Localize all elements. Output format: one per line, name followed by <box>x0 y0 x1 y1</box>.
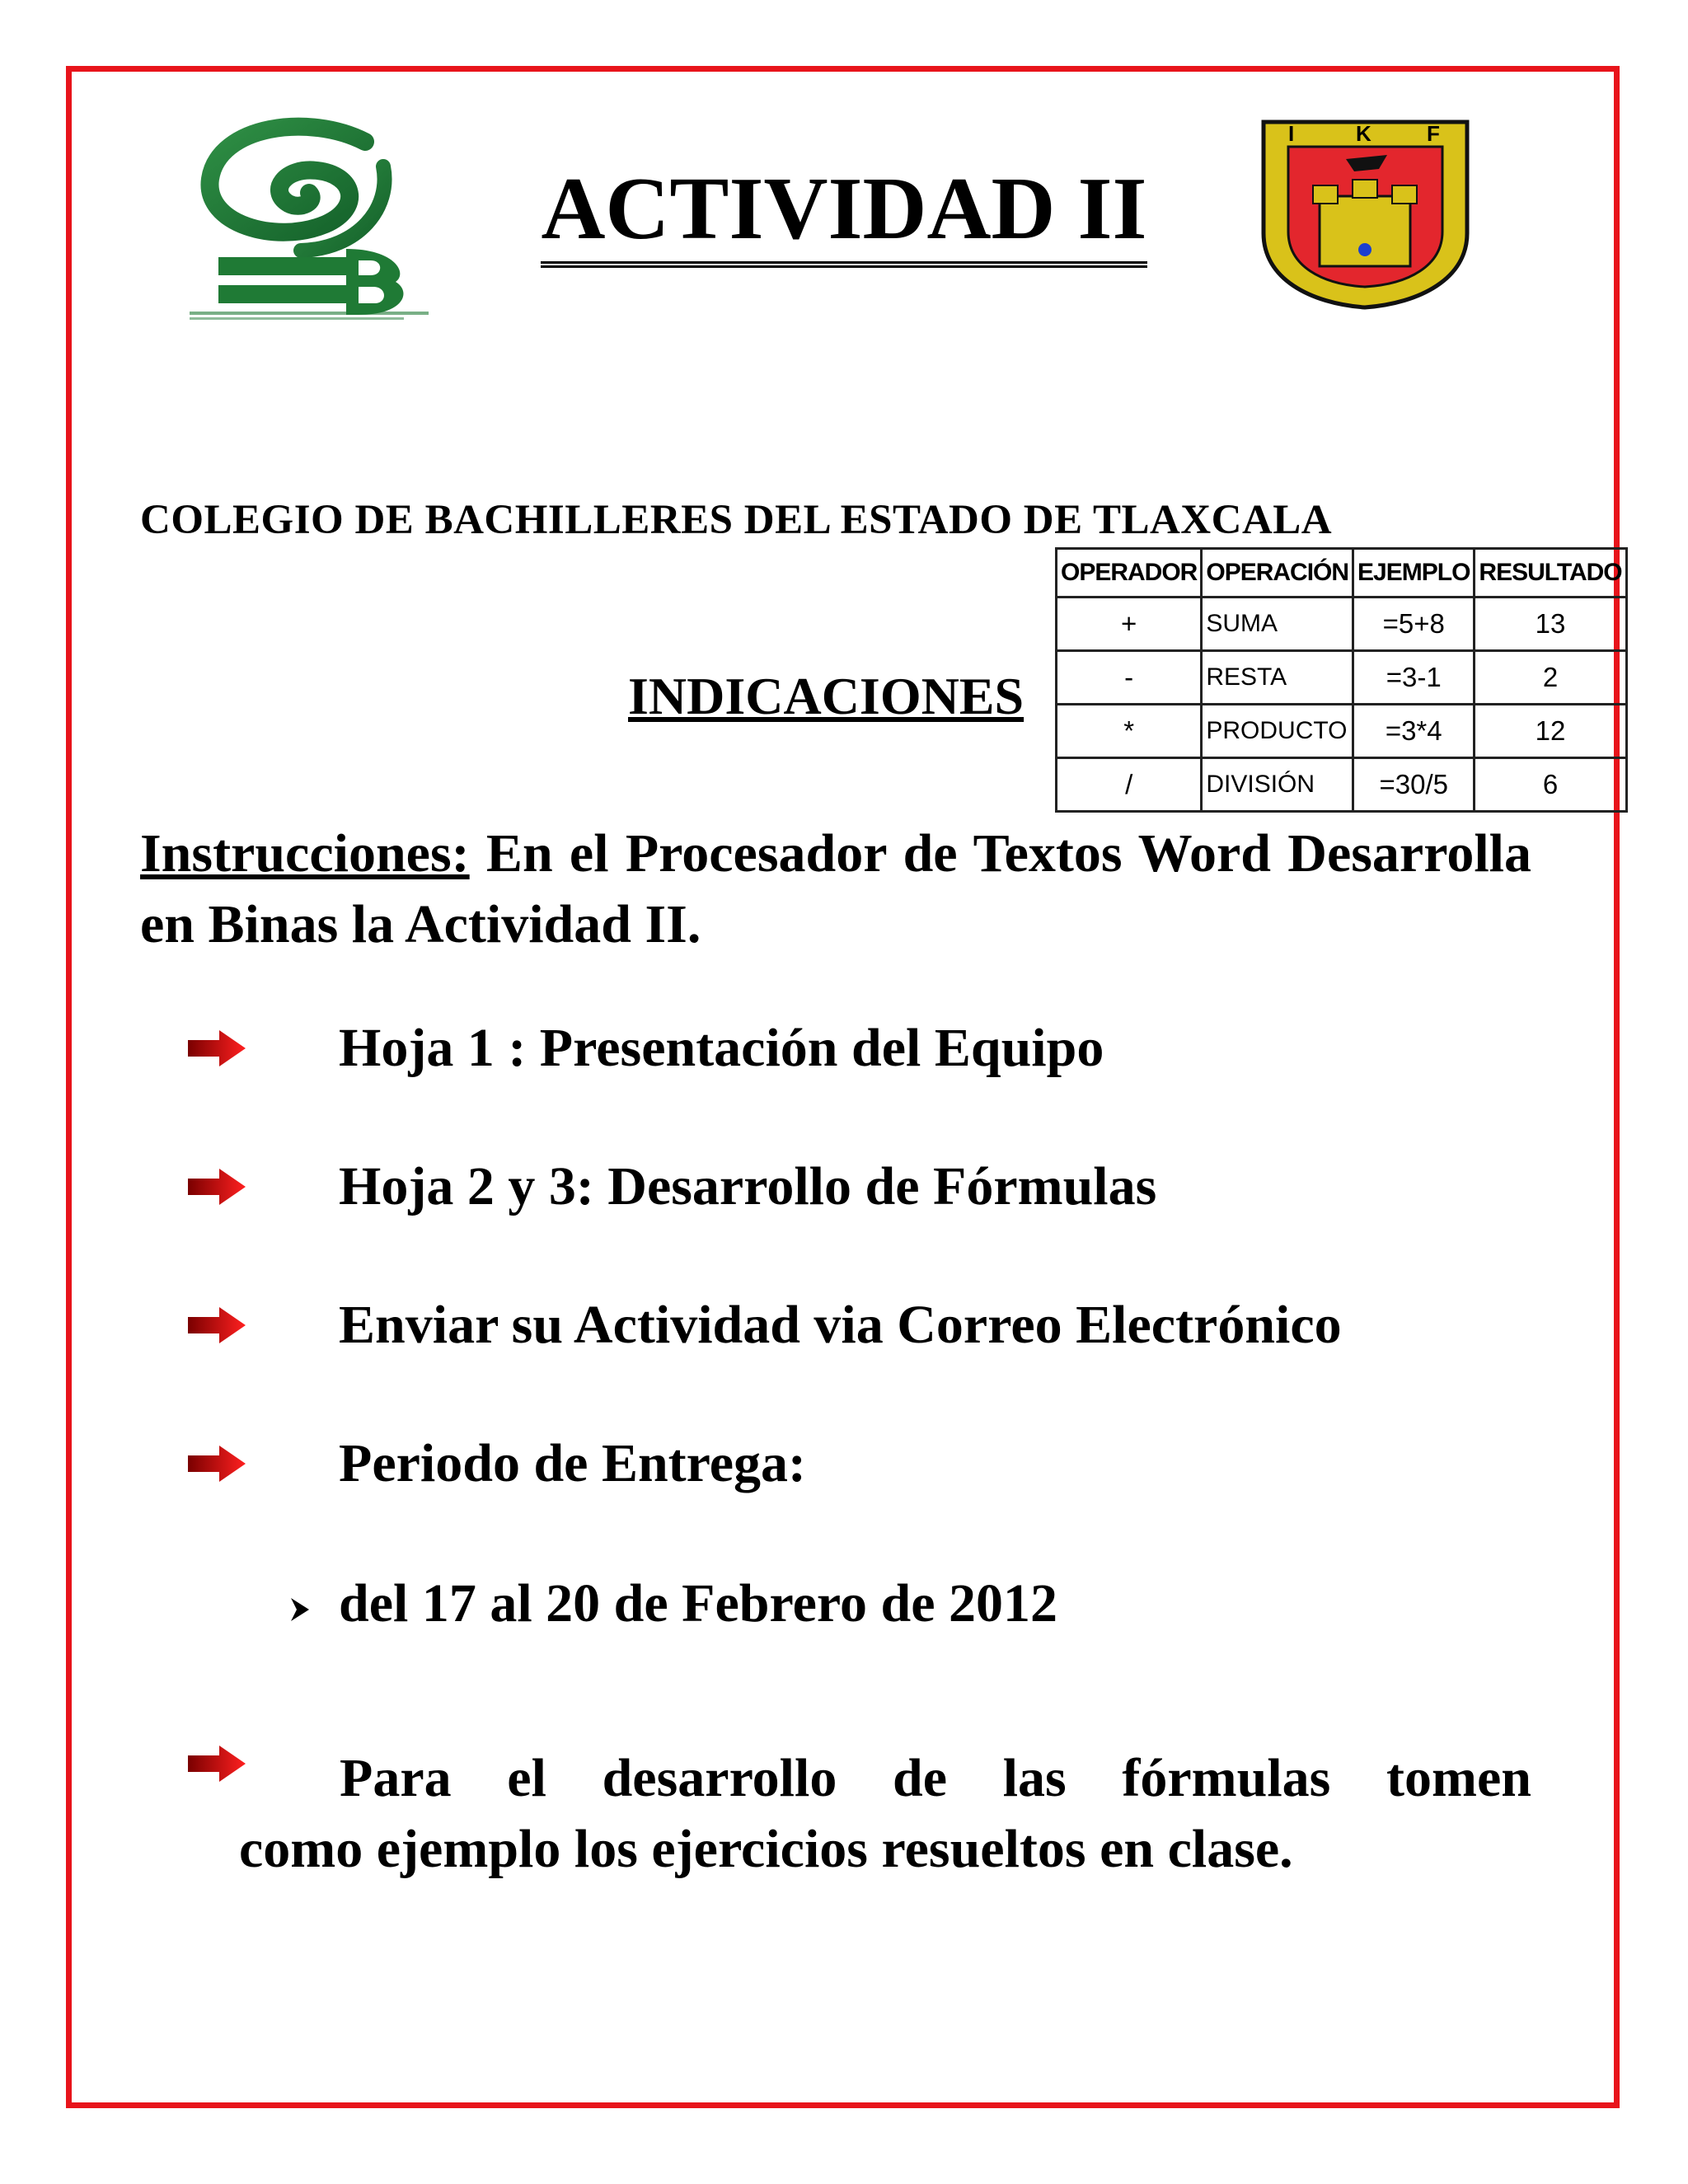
table-cell: PRODUCTO <box>1202 705 1353 758</box>
table-cell: / <box>1057 758 1202 812</box>
bullet-text: Enviar su Actividad via Correo Electrónico <box>339 1295 1342 1355</box>
school-name: COLEGIO DE BACHILLERES DEL ESTADO DE TLAXCALA <box>140 497 1333 543</box>
final-bullet-line-1: Para el desarrollo de las fórmulas tomen <box>340 1748 1531 1808</box>
table-cell: RESTA <box>1202 651 1353 705</box>
table-cell: * <box>1057 705 1202 758</box>
indications-heading: INDICACIONES <box>628 667 1025 725</box>
table-cell: 6 <box>1475 758 1626 812</box>
red-arrow-icon <box>188 1307 246 1343</box>
final-bullet-line-2: como ejemplo los ejercicios resueltos en clase. <box>239 1819 1293 1879</box>
instructions-paragraph <box>140 818 1531 960</box>
table-cell: DIVISIÓN <box>1202 758 1353 812</box>
table-cell: =3-1 <box>1353 651 1475 705</box>
table-cell: 13 <box>1475 598 1626 651</box>
table-cell: =5+8 <box>1353 598 1475 651</box>
bullet-text: Periodo de Entrega: <box>339 1433 807 1493</box>
table-header-row <box>1057 549 1627 598</box>
chevron-right-icon <box>288 1596 312 1624</box>
table-header: OPERADOR <box>1057 549 1202 598</box>
table-cell: 2 <box>1475 651 1626 705</box>
table-header: EJEMPLO <box>1353 549 1475 598</box>
instructions-text: En el Procesador de Textos Word Desarrolla en Binas la Actividad II. <box>140 823 1531 954</box>
table-cell: =30/5 <box>1353 758 1475 812</box>
red-arrow-icon <box>188 1446 246 1482</box>
red-arrow-icon <box>188 1030 246 1066</box>
table-header: RESULTADO <box>1475 549 1626 598</box>
table-row <box>1057 758 1627 812</box>
shield-letter-k: K <box>1356 121 1372 146</box>
bullet-text: Hoja 2 y 3: Desarrollo de Fórmulas <box>339 1156 1157 1216</box>
red-arrow-icon <box>188 1746 246 1782</box>
table-cell: SUMA <box>1202 598 1353 651</box>
tlaxcala-coat-of-arms-icon <box>1255 110 1475 312</box>
table-row <box>1057 651 1627 705</box>
table-row <box>1057 598 1627 651</box>
final-bullet-text <box>239 1743 1531 1885</box>
shield-letter-i: I <box>1288 121 1295 146</box>
instructions-label: Instrucciones: <box>140 823 470 883</box>
table-cell: - <box>1057 651 1202 705</box>
table-cell: 12 <box>1475 705 1626 758</box>
table-header: OPERACIÓN <box>1202 549 1353 598</box>
table-cell: =3*4 <box>1353 705 1475 758</box>
operators-table <box>1055 547 1628 813</box>
shield-letter-f: F <box>1427 121 1440 146</box>
table-cell: + <box>1057 598 1202 651</box>
title-text: ACTIVIDAD II <box>541 160 1146 268</box>
sub-bullet-text: del 17 al 20 de Febrero de 2012 <box>339 1573 1057 1633</box>
bullet-text: Hoja 1 : Presentación del Equipo <box>339 1018 1104 1078</box>
table-row <box>1057 705 1627 758</box>
red-arrow-icon <box>188 1169 246 1205</box>
